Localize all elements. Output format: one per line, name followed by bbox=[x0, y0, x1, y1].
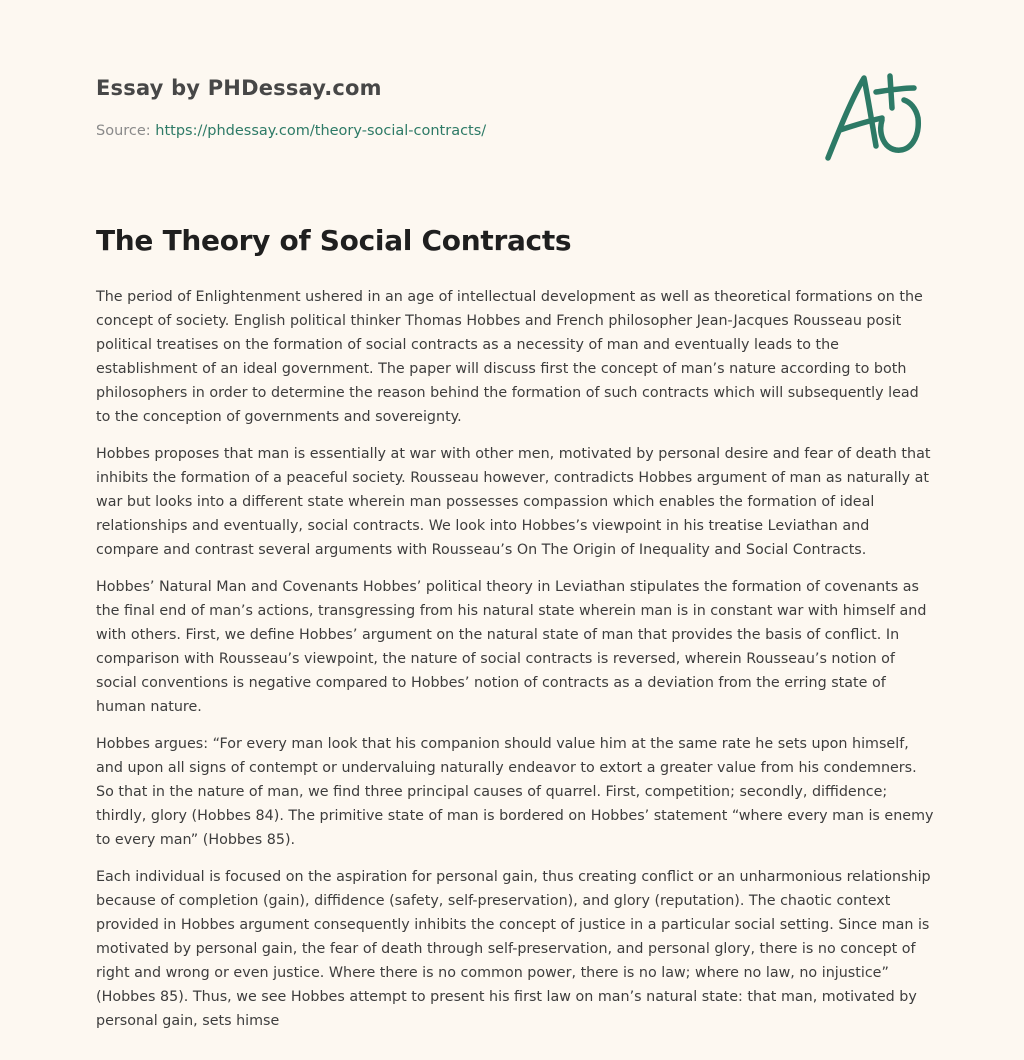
paragraph: Hobbes proposes that man is essentially at war with other men, motivated by personal desire and fear of death that inhibits the formation of a peaceful society. Rousseau however, contradicts Hobbes argument of man as naturally at war but looks into a different state wherein man possesses compassion which enables the formation of ideal relationships and eventually, social contracts. We look into Hobbes’s viewpoint in his treatise Leviathan and compare and contrast several arguments with Rousseau’s On The Origin of Inequality and Social Contracts. bbox=[96, 446, 931, 558]
source-label: Source: bbox=[96, 123, 151, 139]
essay-body bbox=[96, 285, 936, 1046]
source-line bbox=[96, 123, 486, 139]
a-plus-logo-icon bbox=[818, 68, 928, 168]
paragraph: Hobbes argues: “For every man look that his companion should value him at the same rate he sets upon himself, and upon all signs of contempt or undervaluing naturally endeavor to extort a greater value from his condemners. So that in the nature of man, we find three principal causes of quarrel. First, competition; secondly, diffidence; thirdly, glory (Hobbes 84). The primitive state of man is bordered on Hobbes’ statement “where every man is enemy to every man” (Hobbes 85). bbox=[96, 736, 934, 848]
source-link[interactable]: https://phdessay.com/theory-social-contracts/ bbox=[155, 123, 487, 139]
site-brand: Essay by PHDessay.com bbox=[96, 76, 382, 100]
essay-title: The Theory of Social Contracts bbox=[96, 224, 572, 257]
paragraph: Each individual is focused on the aspiration for personal gain, thus creating conflict or an unharmonious relationship because of completion (gain), diffidence (safety, self-preservation), and glory (reputation). The chaotic context provided in Hobbes argument consequently inhibits the concept of justice in a particular social setting. Since man is motivated by personal gain, the fear of death through self-preservation, and personal glory, there is no concept of right and wrong or even justice. Where there is no common power, there is no law; where no law, no injustice” (Hobbes 85). Thus, we see Hobbes attempt to present his first law on man’s natural state: that man, motivated by personal gain, sets himse bbox=[96, 869, 931, 1029]
paragraph: The period of Enlightenment ushered in an age of intellectual development as well as theoretical formations on the concept of society. English political thinker Thomas Hobbes and French philosopher Jean-Jacques Rousseau posit political treatises on the formation of social contracts as a necessity of man and eventually leads to the establishment of an ideal government. The paper will discuss first the concept of man’s nature according to both philosophers in order to determine the reason behind the formation of such contracts which will subsequently lead to the conception of governments and sovereignty. bbox=[96, 289, 923, 425]
paragraph: Hobbes’ Natural Man and Covenants Hobbes’ political theory in Leviathan stipulates the formation of covenants as the final end of man’s actions, transgressing from his natural state wherein man is in constant war with himself and with others. First, we define Hobbes’ argument on the natural state of man that provides the basis of conflict. In comparison with Rousseau’s viewpoint, the nature of social contracts is reversed, wherein Rousseau’s notion of social conventions is negative compared to Hobbes’ notion of contracts as a deviation from the erring state of human nature. bbox=[96, 579, 927, 715]
